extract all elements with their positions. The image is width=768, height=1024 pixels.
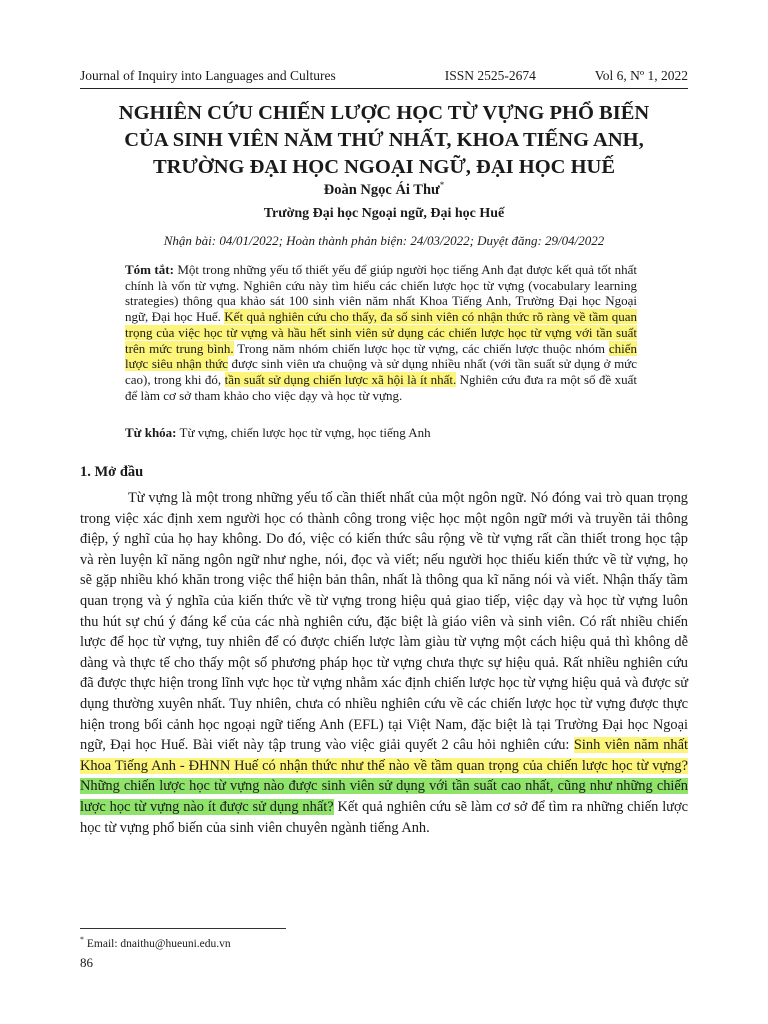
research-question-highlight: Sinh viên năm nhất Khoa Tiếng Anh - ĐHNN Huế có nhận thức như thế nào về tầm quan trọng của chiến lược học từ vựng? <box>80 737 689 774</box>
abstract-label: Tóm tắt: <box>125 262 174 277</box>
issn: ISSN 2525-2674 <box>444 68 536 83</box>
paragraph-text: Kết quả nghiên cứu sẽ làm cơ sở để tìm ra những chiến lược học từ vựng phổ biến của sinh viên chuyên ngành tiếng Anh. <box>80 798 688 836</box>
running-header <box>80 68 688 89</box>
title-line-2: CỦA SINH VIÊN NĂM THỨ NHẤT, KHOA TIẾNG ANH, <box>124 129 644 151</box>
paragraph-text: Từ vựng là một trong những yếu tố cần thiết nhất của một ngôn ngữ. Nó đóng vai trò quan trọng trong việc xác định xem người học có thành công trong việc học một ngôn ngữ mới và truyền tải thông điệp, ý nghĩ của họ hay không. Do đó, việc có kiến thức sâu rộng về từ vựng rất cần thiết trong học tập và rèn luyện kĩ năng ngôn ngữ như nghe, nói, đọc và viết; nếu người học thiếu kiến thức về từ vựng, họ sẽ gặp nhiều khó khăn trong việc thể hiện bản thân, nhất là thông qua kĩ năng nói và viết. Nhận thấy tầm quan trọng và ý nghĩa của kiến thức về từ vựng trong hiệu quả giao tiếp, việc dạy và học từ vựng luôn thu hút sự chú ý đáng kể của các nhà nghiên cứu, đặc biệt là giáo viên và sinh viên. Có rất nhiều chiến lược để học từ vựng, tuy nhiên để có được chiến lược làm giàu từ vựng một cách hiệu quả thì không dễ dàng và thực tế cho thấy một số phương pháp học từ vựng chưa thực sự hiệu quả. Rất nhiều nghiên cứu đã được thực hiện trong lĩnh vực học từ vựng nhằm xác định chiến lược học từ vựng hiệu quả và được sử dụng thường xuyên nhất. Tuy nhiên, chưa có nhiều nghiên cứu về các chiến lược học từ vựng được thực hiện trong bối cảnh học ngoại ngữ tiếng Anh (EFL) tại Việt Nam, đặc biệt là tại Trường Đại học Ngoại ngữ, Đại học Huế. Bài viết này tập trung vào việc giải quyết 2 câu hỏi nghiên cứu: <box>80 490 688 754</box>
abstract-text: Nghiên cứu đưa ra một số đề xuất để làm cơ sở tham khảo cho việc dạy và học từ vựng. <box>125 371 638 403</box>
paragraph <box>80 488 688 838</box>
submission-dates: Nhận bài: 04/01/2022; Hoàn thành phản biện: 24/03/2022; Duyệt đăng: 29/04/2022 <box>163 233 605 248</box>
affiliation: Trường Đại học Ngoại ngữ, Đại học Huế <box>263 206 505 221</box>
page-number: 86 <box>80 955 93 970</box>
title-line-3: TRƯỜNG ĐẠI HỌC NGOẠI NGỮ, ĐẠI HỌC HUẾ <box>152 156 616 178</box>
research-question-highlight: Những chiến lược học từ vựng nào được sinh viên sử dụng với tần suất cao nhất, cũng như những chiến lược học từ vựng nào ít được sử dụng nhất? <box>80 778 688 815</box>
abstract-text: được sinh viên ưa chuộng và sử dụng nhiều nhất (với tần suất sử dụng ở mức cao), trong khi đó, <box>125 356 637 387</box>
author-footnote-mark: * <box>439 180 445 190</box>
keywords <box>125 425 637 441</box>
paper-title <box>80 100 688 181</box>
footnote-divider <box>80 928 286 929</box>
abstract <box>125 262 637 403</box>
body-text <box>80 488 688 838</box>
abstract-highlight: Kết quả nghiên cứu cho thấy, đa số sinh viên có nhận thức rõ ràng về tầm quan trọng của việc học từ vựng và hầu hết sinh viên sử dụng các chiến lược học từ vựng với tần suất trên mức trung bình. <box>125 309 637 356</box>
journal-name: Journal of Inquiry into Languages and Cultures <box>80 68 336 83</box>
footnote-email: Email: dnaithu@hueuni.edu.vn <box>84 937 231 950</box>
volume-issue: Vol 6, Nº 1, 2022 <box>594 68 688 83</box>
footnote-mark: * <box>80 935 84 944</box>
keywords-text: Từ vựng, chiến lược học từ vựng, học tiếng Anh <box>176 425 431 440</box>
abstract-highlight: tần suất sử dụng chiến lược xã hội là ít nhất. <box>224 371 457 387</box>
section-heading: 1. Mở đầu <box>80 464 144 480</box>
author <box>0 180 768 199</box>
footnote <box>80 935 231 950</box>
title-line-1: NGHIÊN CỨU CHIẾN LƯỢC HỌC TỪ VỰNG PHỔ BIẾN <box>118 102 650 124</box>
keywords-label: Từ khóa: <box>125 425 177 440</box>
author-name: Đoàn Ngọc Ái Thư <box>323 181 440 198</box>
abstract-text: Một trong những yếu tố thiết yếu để giúp người học tiếng Anh đạt được kết quả tốt nhất chính là vốn từ vựng. Nghiên cứu này tìm hiểu các chiến lược học từ vựng (vocabulary learning strategies) thông qua khảo sát 100 sinh viên năm nhất Khoa Tiếng Anh, Trường Đại học Ngoại ngữ, Đại học Huế. <box>125 262 638 325</box>
abstract-highlight: chiến lược siêu nhận thức <box>125 340 637 372</box>
abstract-text: Trong năm nhóm chiến lược học từ vựng, các chiến lược thuộc nhóm <box>233 340 609 356</box>
